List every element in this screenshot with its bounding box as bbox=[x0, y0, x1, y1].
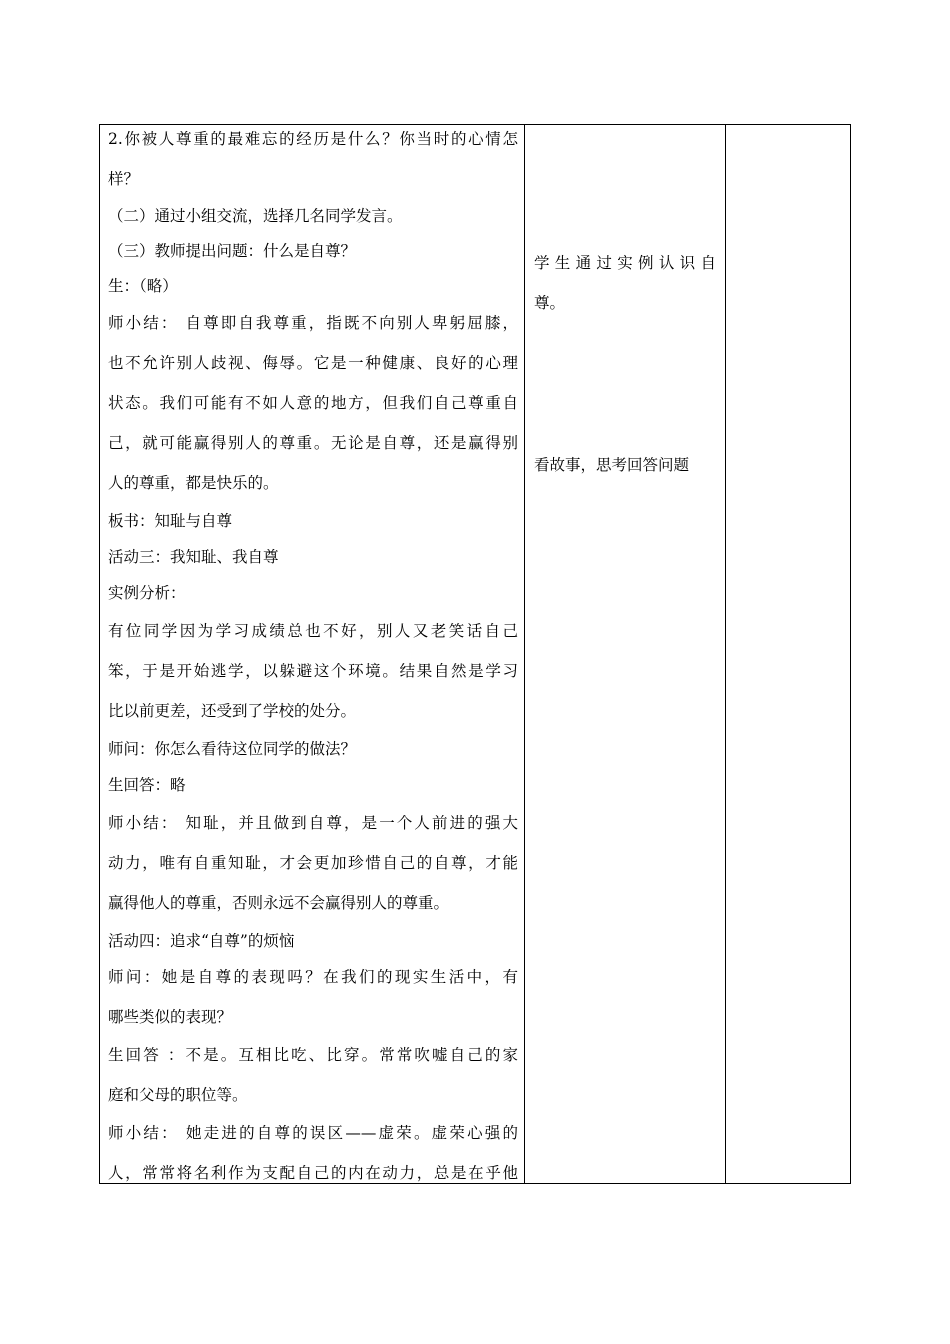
text-line: 学生通过实例认识自 bbox=[534, 254, 716, 272]
text-line: 板书：知耻与自尊 bbox=[108, 512, 233, 530]
text-line: 活动三：我知耻、我自尊 bbox=[108, 548, 279, 566]
text-line: 生：（略） bbox=[108, 277, 178, 295]
text-line: 尊。 bbox=[534, 294, 566, 312]
text-line: 笨，于是开始逃学，以躲避这个环境。结果自然是学习 bbox=[108, 662, 518, 680]
text-line: 动力，唯有自重知耻，才会更加珍惜自己的自尊，才能 bbox=[108, 854, 518, 872]
text-line: 人的尊重，都是快乐的。 bbox=[108, 474, 279, 492]
text-line: 哪些类似的表现？ bbox=[108, 1008, 233, 1026]
text-line: 师小结： 她走进的自尊的误区——虚荣。虚荣心强的 bbox=[108, 1124, 518, 1142]
text-line: 生回答 ：不是。互相比吃、比穿。常常吹嘘自己的家 bbox=[108, 1046, 518, 1064]
text-line: 比以前更差，还受到了学校的处分。 bbox=[108, 702, 357, 720]
text-line: 赢得他人的尊重，否则永远不会赢得别人的尊重。 bbox=[108, 894, 450, 912]
text-line: 活动四：追求“自尊”的烦恼 bbox=[108, 932, 295, 950]
text-line: 师问：你怎么看待这位同学的做法？ bbox=[108, 740, 357, 758]
text-line: 2.你被人尊重的最难忘的经历是什么？你当时的心情怎 bbox=[108, 130, 518, 148]
text-line: （二）通过小组交流，选择几名同学发言。 bbox=[108, 207, 403, 225]
text-line: 庭和父母的职位等。 bbox=[108, 1086, 248, 1104]
text-line: 生回答：略 bbox=[108, 776, 186, 794]
text-line: 师小结： 知耻，并且做到自尊，是一个人前进的强大 bbox=[108, 814, 518, 832]
text-line: 看故事，思考回答问题 bbox=[534, 456, 690, 474]
column-divider bbox=[524, 125, 525, 1183]
notes-column bbox=[726, 125, 850, 1183]
lesson-table bbox=[99, 124, 851, 1184]
text-line: 师小结： 自尊即自我尊重，指既不向别人卑躬屈膝， bbox=[108, 314, 518, 332]
text-line: 样？ bbox=[108, 170, 140, 188]
text-line: 师问：她是自尊的表现吗？在我们的现实生活中，有 bbox=[108, 968, 518, 986]
text-line: 己，就可能赢得别人的尊重。无论是自尊，还是赢得别 bbox=[108, 434, 518, 452]
text-line: （三）教师提出问题：什么是自尊？ bbox=[108, 242, 357, 260]
text-line: 状态。我们可能有不如人意的地方，但我们自己尊重自 bbox=[108, 394, 518, 412]
text-line: 实例分析： bbox=[108, 584, 186, 602]
text-line: 人，常常将名利作为支配自己的内在动力，总是在乎他 bbox=[108, 1164, 518, 1182]
text-line: 有位同学因为学习成绩总也不好，别人又老笑话自己 bbox=[108, 622, 518, 640]
text-line: 也不允许别人歧视、侮辱。它是一种健康、良好的心理 bbox=[108, 354, 518, 372]
